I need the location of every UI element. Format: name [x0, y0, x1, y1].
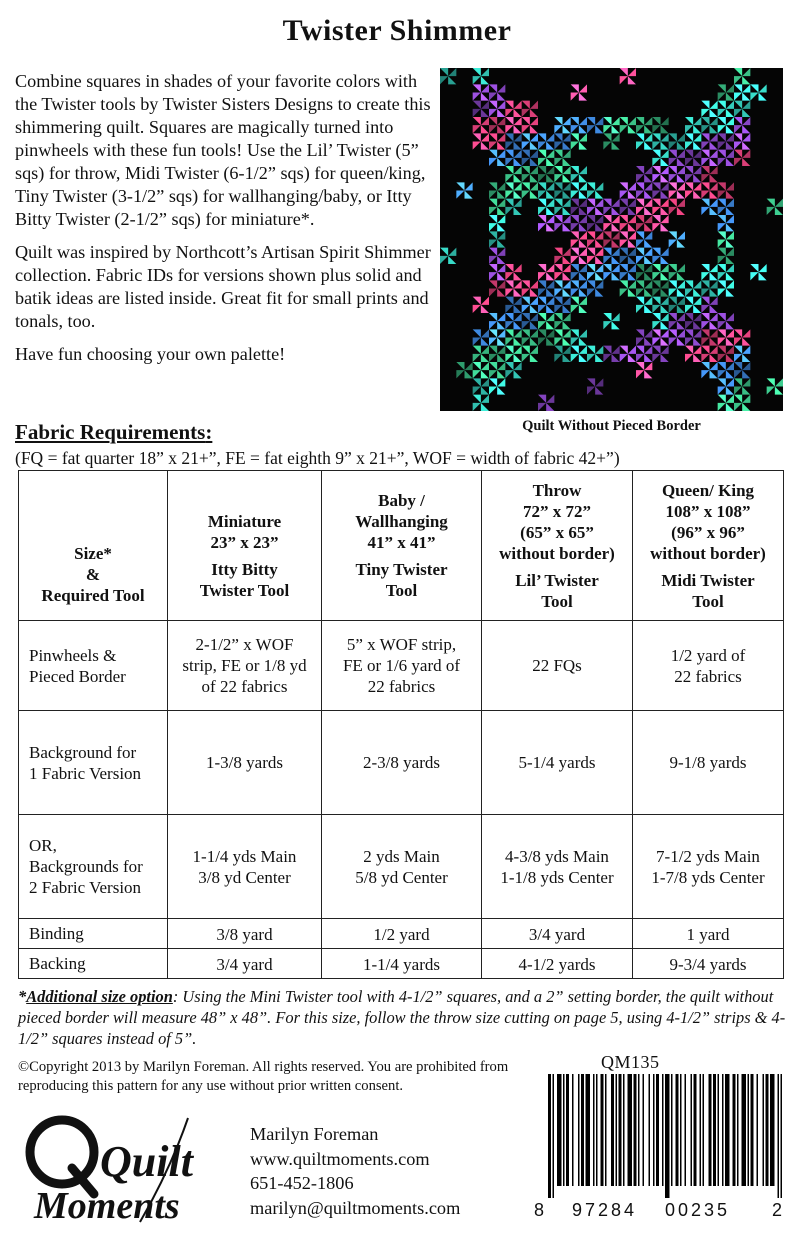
cell-line: 1-1/8 yds Center	[500, 867, 614, 887]
header-line: Throw	[532, 480, 582, 500]
logo-word-quilt: Quilt	[100, 1137, 193, 1186]
header-line: without border)	[650, 543, 766, 563]
additional-size-footnote	[18, 986, 788, 1049]
cell-line: 1-1/4 yards	[363, 955, 440, 974]
cell-line: 7-1/2 yds Main	[656, 846, 760, 866]
cell-line: 5-1/4 yards	[518, 753, 596, 772]
header-line: Itty Bitty	[211, 559, 278, 579]
header-line: Tool	[692, 591, 724, 611]
row-label-line: Background for	[29, 742, 137, 762]
barcode-bars	[548, 1074, 784, 1198]
cell-line: 2-3/8 yards	[363, 753, 440, 772]
header-line: (65” x 65”	[520, 522, 594, 542]
row-label	[19, 815, 168, 919]
header-line: without border)	[499, 543, 615, 563]
header-line: Required Tool	[41, 586, 145, 605]
quilt-caption: Quilt Without Pieced Border	[522, 418, 701, 434]
cell-line: 3/4 yard	[216, 955, 273, 974]
header-throw	[482, 471, 633, 621]
contact-email[interactable]: marilyn@quiltmoments.com	[250, 1197, 461, 1218]
table-cell	[168, 711, 322, 815]
fabric-requirements-table	[18, 470, 784, 979]
table-body	[19, 621, 784, 979]
table-cell	[168, 621, 322, 711]
table-cell	[633, 949, 784, 979]
table-cell	[633, 815, 784, 919]
cell-line: 5” x WOF strip,	[346, 635, 457, 654]
cell-line: 22 fabrics	[674, 666, 742, 686]
cell-line: 1/2 yard of	[670, 645, 746, 665]
header-line: Baby /	[378, 491, 425, 510]
table-row	[19, 919, 784, 949]
heading-colon: :	[205, 420, 213, 444]
footnote-text: : Using the Mini Twister tool with 4-1/2” squares, and a 2” setting border, the quilt without pieced border will measure 48” x 48”. For this size, follow the throw size cutting on page 5, using 4-1/2” strips & 4-1/2” squares instead of 5”.	[18, 987, 786, 1048]
fabric-requirements-heading-text: Fabric Requirements	[15, 420, 206, 444]
cell-line: 9-1/8 yards	[669, 753, 747, 772]
table-cell	[633, 711, 784, 815]
header-queen-king	[633, 471, 784, 621]
intro-paragraph-1: Combine squares in shades of your favorite colors with the Twister tools by Twister Sisters Designs to create this shimmering quilt. Squares are magically turned into pinwheels with these fun tools! Use the Lil’ Twister (5” sqs) for throw, Midi Twister (6-1/2” sqs) for queen/king, Tiny Twister (3-1/2” sqs) for wallhanging/baby, or Itty Bitty Twister (2-1/2” sqs) for miniature*.	[15, 71, 431, 229]
row-label	[19, 949, 168, 979]
row-label-line: Backing	[29, 954, 86, 973]
contact-website[interactable]: www.quiltmoments.com	[250, 1148, 430, 1169]
page-title: Twister Shimmer	[282, 14, 512, 47]
cell-line: 2 yds Main	[363, 846, 440, 866]
cell-line: 9-3/4 yards	[669, 955, 747, 974]
quilt-photo	[440, 68, 783, 411]
footnote-asterisk: *	[18, 987, 27, 1006]
intro-text	[15, 70, 435, 376]
barcode-group-2: 00235	[665, 1200, 731, 1220]
cell-line: FE or 1/6 yard of	[342, 656, 461, 675]
row-label	[19, 621, 168, 711]
table-row	[19, 815, 784, 919]
table-row	[19, 621, 784, 711]
table-cell	[482, 621, 633, 711]
barcode-group-1: 97284	[572, 1200, 638, 1220]
table-cell	[322, 919, 482, 949]
row-label-line: Pinwheels &	[29, 645, 117, 665]
table-cell	[168, 919, 322, 949]
table-cell	[168, 949, 322, 979]
cell-line: strip, FE or 1/8 yd	[182, 656, 307, 675]
header-line: Tiny Twister	[355, 560, 448, 579]
quilt-pattern-image	[440, 68, 783, 411]
header-line: Tool	[385, 581, 418, 600]
header-line: 41” x 41”	[367, 533, 436, 552]
intro-paragraph-3: Have fun choosing your own palette!	[15, 344, 286, 364]
row-label	[19, 711, 168, 815]
fabric-requirements-heading	[15, 420, 212, 445]
table-cell	[322, 711, 482, 815]
cell-line: 1-7/8 yds Center	[651, 867, 765, 887]
table-cell	[322, 621, 482, 711]
cell-line: 1-1/4 yds Main	[192, 846, 297, 866]
table-cell	[322, 949, 482, 979]
cell-line: 2-1/2” x WOF	[195, 635, 294, 654]
header-line: 72” x 72”	[523, 501, 591, 521]
table-cell	[482, 919, 633, 949]
table-cell	[168, 815, 322, 919]
header-size-tool	[19, 471, 168, 621]
header-line: Miniature	[207, 511, 282, 531]
cell-line: 22 FQs	[532, 656, 582, 675]
intro-paragraph-2: Quilt was inspired by Northcott’s Artisan Spirit Shimmer collection. Fabric IDs for versions shown plus solid and batik ideas are listed inside. Great fit for small prints and tonals, too.	[15, 242, 431, 331]
footnote-lead: Additional size option	[26, 987, 173, 1006]
row-label-line: 2 Fabric Version	[29, 878, 142, 897]
cell-line: 1/2 yard	[373, 925, 430, 944]
copyright-notice: ©Copyright 2013 by Marilyn Foreman. All rights reserved. You are prohibited from reproducing this pattern for any use without prior written consent.	[18, 1059, 509, 1094]
header-miniature	[168, 471, 322, 621]
row-label-line: OR,	[29, 836, 57, 855]
header-line: Lil’ Twister	[515, 570, 599, 590]
header-line: Twister Tool	[199, 580, 290, 600]
header-line: 108” x 108”	[665, 501, 751, 521]
header-line: (96” x 96”	[671, 522, 745, 542]
row-label	[19, 919, 168, 949]
header-line: Size*	[74, 544, 112, 563]
table-cell	[322, 815, 482, 919]
table-cell	[482, 815, 633, 919]
barcode	[548, 1074, 784, 1198]
barcode-left-digit: 8	[534, 1200, 548, 1220]
contact-name: Marilyn Foreman	[250, 1124, 379, 1144]
row-label-line: Backgrounds for	[29, 857, 143, 876]
header-line: Tool	[541, 591, 573, 611]
cell-line: 4-1/2 yards	[518, 955, 596, 974]
header-line: &	[85, 565, 101, 584]
logo-word-moments: Moments	[34, 1185, 180, 1227]
cell-line: 4-3/8 yds Main	[505, 846, 609, 866]
table-cell	[633, 919, 784, 949]
barcode-check-digit: 2	[772, 1200, 786, 1220]
table-row	[19, 711, 784, 815]
abbreviation-note: (FQ = fat quarter 18” x 21+”, FE = fat eighth 9” x 21+”, WOF = width of fabric 42+”)	[15, 448, 620, 468]
table-header-row	[19, 471, 784, 621]
row-label-line: Pieced Border	[29, 666, 126, 686]
header-line: Queen/ King	[661, 480, 755, 500]
cell-line: 3/8 yard	[216, 925, 273, 944]
table-row	[19, 949, 784, 979]
cell-line: 1 yard	[686, 925, 730, 944]
product-code: QM135	[601, 1052, 660, 1072]
header-line: Midi Twister	[661, 570, 755, 590]
header-line: 23” x 23”	[210, 532, 279, 552]
header-baby-wallhanging	[322, 471, 482, 621]
row-label-line: 1 Fabric Version	[29, 763, 142, 783]
cell-line: 5/8 yd Center	[355, 867, 448, 887]
row-label-line: Binding	[29, 924, 84, 943]
contact-info	[250, 1122, 460, 1220]
quilt-moments-logo	[20, 1110, 240, 1230]
table-cell	[633, 621, 784, 711]
cell-line: 22 fabrics	[367, 677, 436, 696]
logo-graphic	[20, 1110, 240, 1230]
cell-line: 3/4 yard	[528, 925, 586, 944]
table-cell	[482, 711, 633, 815]
table-cell	[482, 949, 633, 979]
cell-line: 3/8 yd Center	[198, 867, 291, 887]
cell-line: of 22 fabrics	[201, 677, 288, 696]
contact-phone: 651-452-1806	[250, 1173, 354, 1193]
cell-line: 1-3/8 yards	[206, 753, 283, 772]
header-line: Wallhanging	[355, 512, 448, 531]
